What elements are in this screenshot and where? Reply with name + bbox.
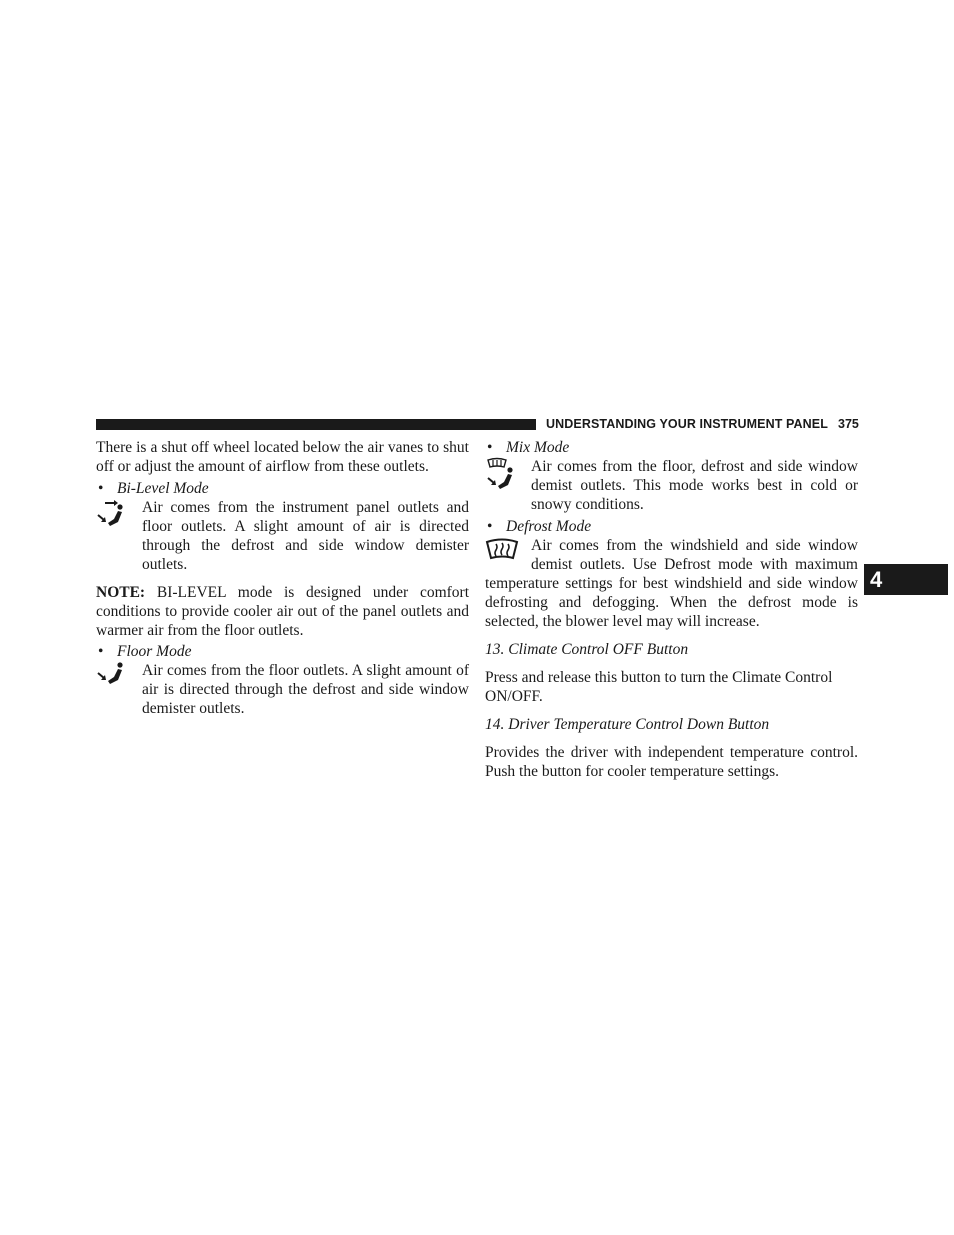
bilevel-mode-title: Bi-Level Mode — [117, 480, 209, 497]
right-column — [485, 438, 858, 781]
mix-mode-text: Air comes from the floor, defrost and side window demist outlets. This mode works best in cold or snowy conditions. — [531, 458, 858, 513]
chapter-tab: 4 — [864, 564, 948, 595]
mix-mode-block — [485, 457, 858, 514]
defrost-mode-heading: • Defrost Mode — [487, 518, 592, 535]
intro-paragraph: There is a shut off wheel located below the air vanes to shut off or adjust the amount of airflow from these outlets. — [96, 439, 469, 475]
header-rule — [96, 419, 536, 430]
defrost-mode-title: Defrost Mode — [506, 518, 592, 535]
note-paragraph — [96, 583, 469, 640]
floor-mode-text: Air comes from the floor outlets. A slight amount of air is directed through the defrost and side window demister outlets. — [142, 662, 469, 717]
left-column — [96, 438, 469, 718]
floor-mode-heading: • Floor Mode — [98, 643, 192, 660]
floor-mode-icon — [96, 661, 130, 695]
floor-mode-block — [96, 661, 469, 718]
note-text: BI-LEVEL mode is designed under comfort conditions to provide cooler air out of the panel outlets and warmer air from the floor outlets. — [96, 584, 470, 639]
mix-mode-title: Mix Mode — [506, 439, 570, 456]
section-14-heading: 14. Driver Temperature Control Down Button — [485, 716, 770, 733]
bilevel-mode-block — [96, 498, 469, 574]
page-number: 375 — [838, 417, 859, 431]
defrost-mode-text: Air comes from the windshield and side window demist outlets. Use Defrost mode with maximum temperature settings for best windshield and side window defrosting and defogging. When the defrost mode is selected, the blower level may will increase. — [485, 537, 858, 630]
floor-mode-title: Floor Mode — [117, 643, 192, 660]
bilevel-mode-icon — [96, 498, 130, 532]
bilevel-mode-heading: • Bi-Level Mode — [98, 480, 209, 497]
mix-mode-icon — [485, 457, 519, 491]
mix-mode-heading: • Mix Mode — [487, 439, 570, 456]
defrost-mode-icon — [485, 536, 519, 570]
running-header-title: UNDERSTANDING YOUR INSTRUMENT PANEL — [546, 417, 828, 431]
section-13-text: Press and release this button to turn the Climate Control ON/OFF. — [485, 669, 833, 705]
section-14-text: Provides the driver with independent temperature control. Push the button for cooler temperature settings. — [485, 744, 858, 780]
defrost-mode-block — [485, 536, 858, 631]
note-label: NOTE: — [96, 584, 146, 601]
section-13-heading: 13. Climate Control OFF Button — [485, 641, 689, 658]
bilevel-mode-text: Air comes from the instrument panel outlets and floor outlets. A slight amount of air is directed through the defrost and side window demister outlets. — [142, 499, 469, 573]
